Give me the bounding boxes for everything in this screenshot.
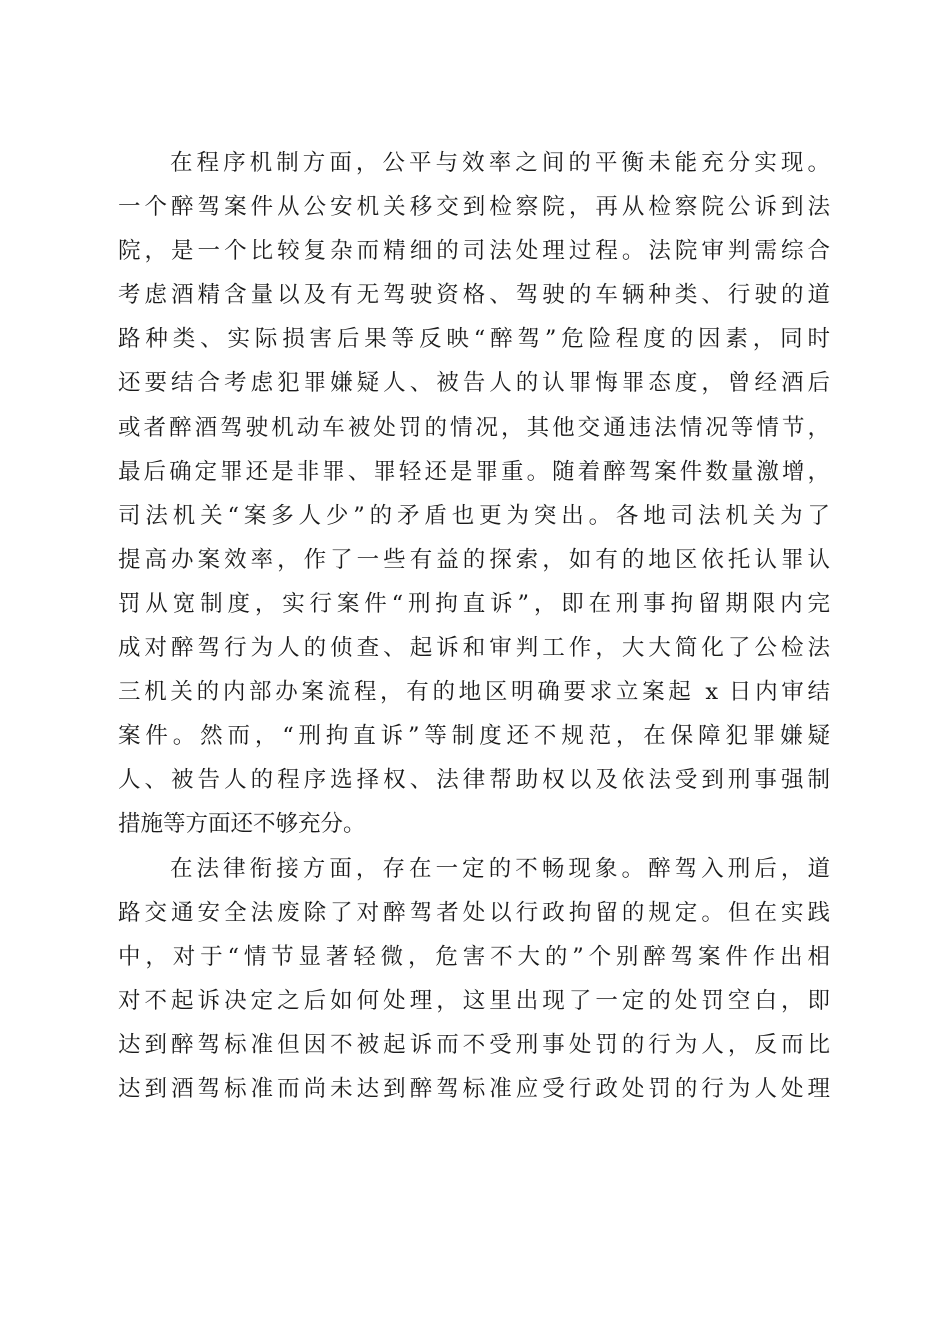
text-line: 中，对于“情节显著轻微，危害不大的”个别醉驾案件作出相 — [118, 943, 830, 970]
text-line: 路种类、实际损害后果等反映“醉驾”危险程度的因素，同时 — [118, 326, 830, 353]
text-line: 或者醉酒驾驶机动车被处罚的情况，其他交通违法情况等情节， — [118, 414, 830, 441]
text-line: 提高办案效率，作了一些有益的探索，如有的地区依托认罪认 — [118, 546, 830, 573]
text-line: 三机关的内部办案流程，有的地区明确要求立案起 x 日内审结 — [118, 679, 830, 706]
text-line: 最后确定罪还是非罪、罪轻还是罪重。随着醉驾案件数量激增， — [118, 458, 830, 485]
text-line: 对不起诉决定之后如何处理，这里出现了一定的处罚空白，即 — [118, 987, 830, 1014]
text-line: 在程序机制方面，公平与效率之间的平衡未能充分实现。 — [170, 150, 830, 176]
text-line: 司法机关“案多人少”的矛盾也更为突出。各地司法机关为了 — [118, 502, 830, 529]
text-line: 成对醉驾行为人的侦查、起诉和审判工作，大大简化了公检法 — [118, 635, 830, 662]
text-line: 罚从宽制度，实行案件“刑拘直诉”，即在刑事拘留期限内完 — [118, 590, 830, 617]
text-line: 路交通安全法废除了对醉驾者处以行政拘留的规定。但在实践 — [118, 899, 830, 926]
text-line: 一个醉驾案件从公安机关移交到检察院，再从检察院公诉到法 — [118, 194, 830, 221]
text-line: 达到酒驾标准而尚未达到醉驾标准应受行政处罚的行为人处理 — [118, 1075, 830, 1102]
paragraph-procedure-mechanism — [118, 141, 830, 847]
text-line: 在法律衔接方面，存在一定的不畅现象。醉驾入刑后，道 — [170, 855, 830, 882]
text-line: 案件。然而，“刑拘直诉”等制度还不规范，在保障犯罪嫌疑 — [118, 723, 830, 750]
text-line: 达到醉驾标准但因不被起诉而不受刑事处罚的行为人，反而比 — [118, 1031, 830, 1058]
text-line: 措施等方面还不够充分。 — [118, 811, 366, 838]
text-line: 人、被告人的程序选择权、法律帮助权以及依法受到刑事强制 — [118, 767, 830, 794]
text-line: 院，是一个比较复杂而精细的司法处理过程。法院审判需综合 — [118, 238, 830, 265]
text-line: 考虑酒精含量以及有无驾驶资格、驾驶的车辆种类、行驶的道 — [118, 282, 830, 309]
text-line: 还要结合考虑犯罪嫌疑人、被告人的认罪悔罪态度，曾经酒后 — [118, 370, 830, 397]
paragraph-legal-connection — [118, 847, 830, 1112]
document-body — [118, 141, 830, 1111]
